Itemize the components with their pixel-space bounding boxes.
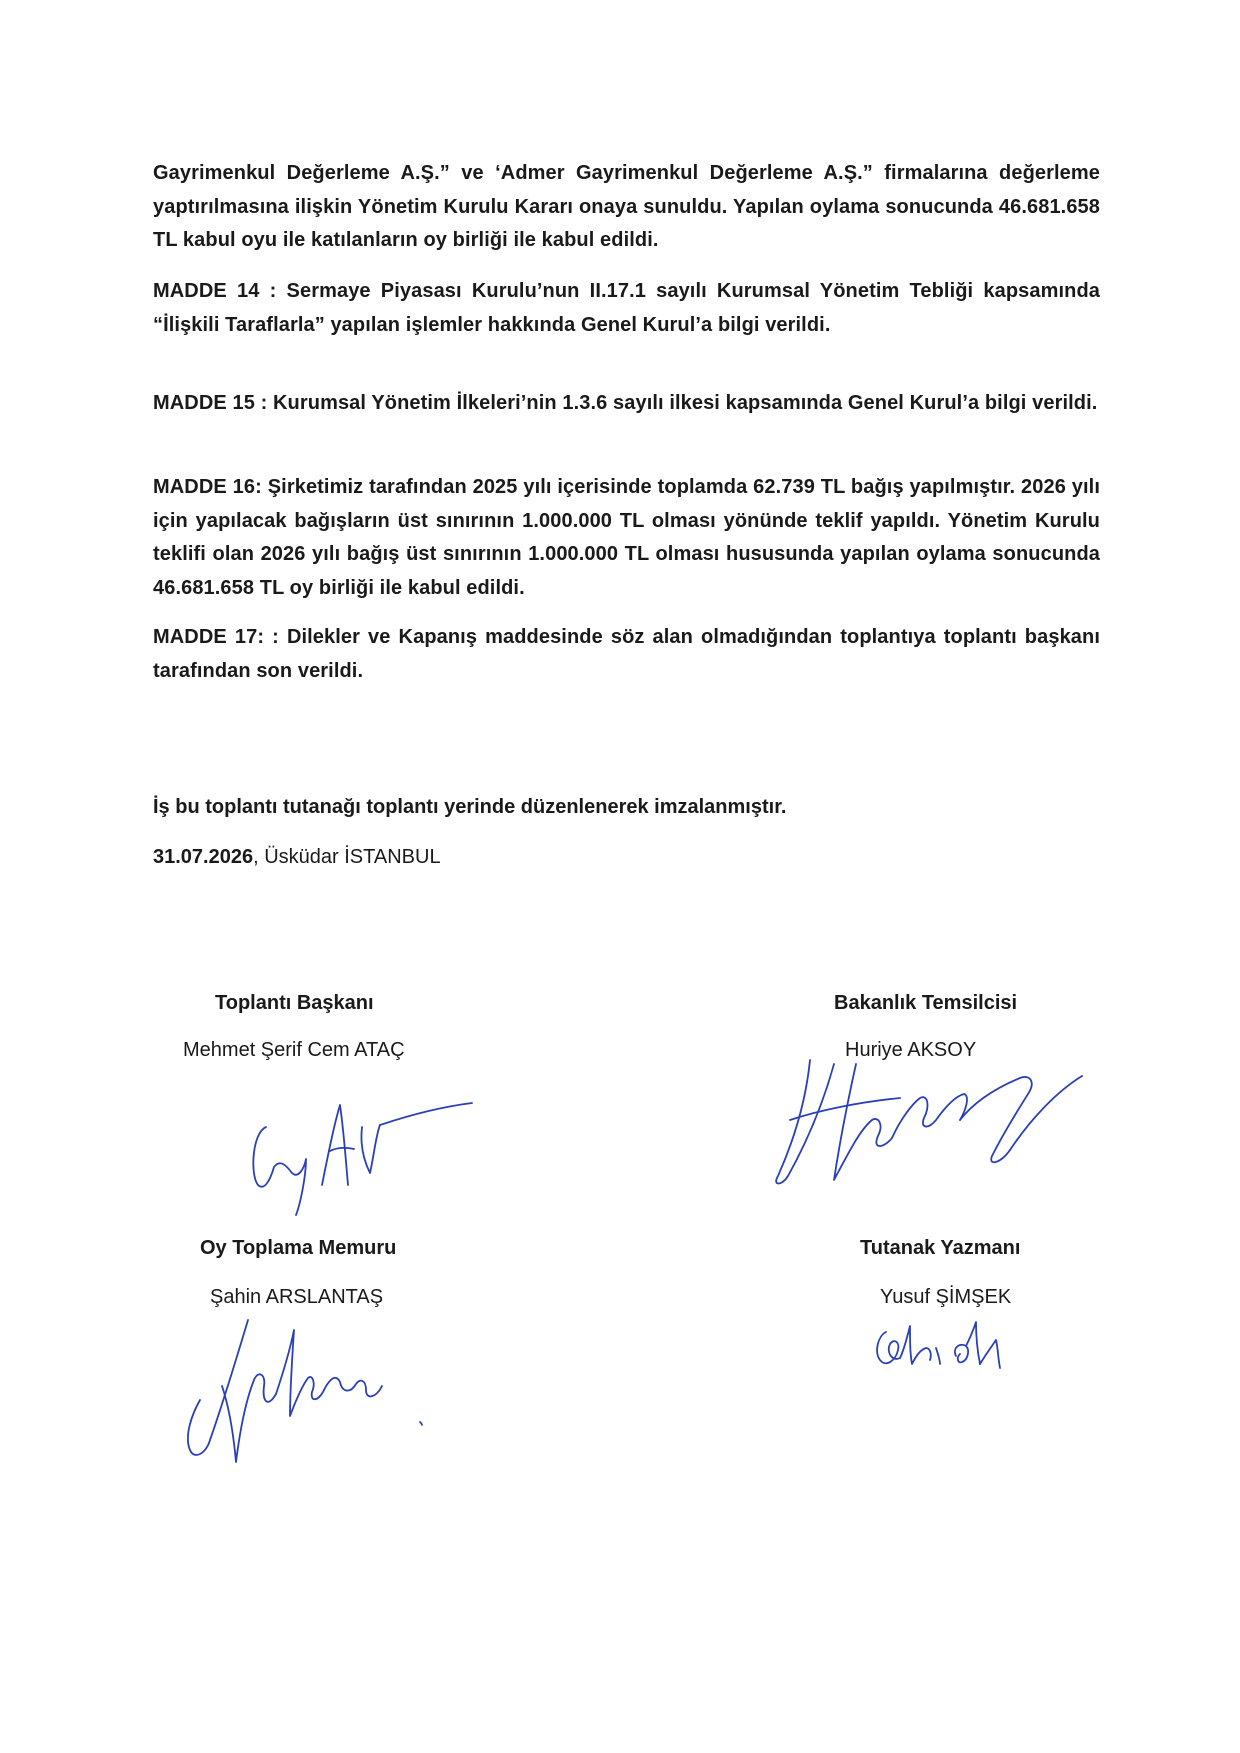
paragraph-madde-17: MADDE 17: : Dilekler ve Kapanış maddesinde söz alan olmadığından toplantıya toplantı başkanı tarafından son verildi. [153, 626, 1100, 682]
ministry-name: Huriye AKSOY [845, 1039, 977, 1061]
chair-title: Toplantı Başkanı [215, 992, 374, 1014]
paragraph-valuation-approval: Gayrimenkul Değerleme A.Ş.” ve ‘Admer Gayrimenkul Değerleme A.Ş.” firmalarına değerleme yaptırılmasına ilişkin Yönetim Kurulu Kararı onaya sunuldu. Yapılan oylama sonucunda 46.681.658 TL kabul oyu ile katılanların oy birliği ile kabul edildi. [153, 162, 1100, 251]
vote-officer-name: Şahin ARSLANTAŞ [210, 1286, 384, 1308]
ministry-title: Bakanlık Temsilcisi [834, 992, 1018, 1014]
ministry-signature [760, 1040, 1090, 1190]
vote-officer-title: Oy Toplama Memuru [200, 1237, 397, 1259]
meeting-place: , Üsküdar İSTANBUL [253, 846, 441, 868]
chair-name: Mehmet Şerif Cem ATAÇ [183, 1039, 405, 1061]
clerk-title: Tutanak Yazmanı [860, 1237, 1021, 1259]
date-place-line [153, 846, 441, 869]
clerk-signature [870, 1318, 1020, 1378]
meeting-date: 31.07.2026 [153, 846, 254, 868]
clerk-name: Yusuf ŞİMŞEK [880, 1286, 1012, 1308]
closing-statement: İş bu toplantı tutanağı toplantı yerinde düzenlenerek imzalanmıştır. [153, 796, 787, 818]
paragraph-madde-14: MADDE 14 : Sermaye Piyasası Kurulu’nun II.17.1 sayılı Kurumsal Yönetim Tebliği kapsamında “İlişkili Taraflarla” yapılan işlemler hakkında Genel Kurul’a bilgi verildi. [153, 280, 1100, 336]
vote-officer-signature [170, 1290, 470, 1470]
chair-signature [240, 1085, 480, 1220]
paragraph-madde-16: MADDE 16: Şirketimiz tarafından 2025 yılı içerisinde toplamda 62.739 TL bağış yapılmıştır. 2026 yılı için yapılacak bağışların üst sınırının 1.000.000 TL olması yönünde teklif yapıldı. Yönetim Kurulu teklifi olan 2026 yılı bağış üst sınırının 1.000.000 TL olması hususunda yapılan oylama sonucunda 46.681.658 TL oy birliği ile kabul edildi. [153, 476, 1100, 599]
paragraph-madde-15: MADDE 15 : Kurumsal Yönetim İlkeleri’nin 1.3.6 sayılı ilkesi kapsamında Genel Kurul’a bilgi verildi. [153, 392, 1098, 414]
